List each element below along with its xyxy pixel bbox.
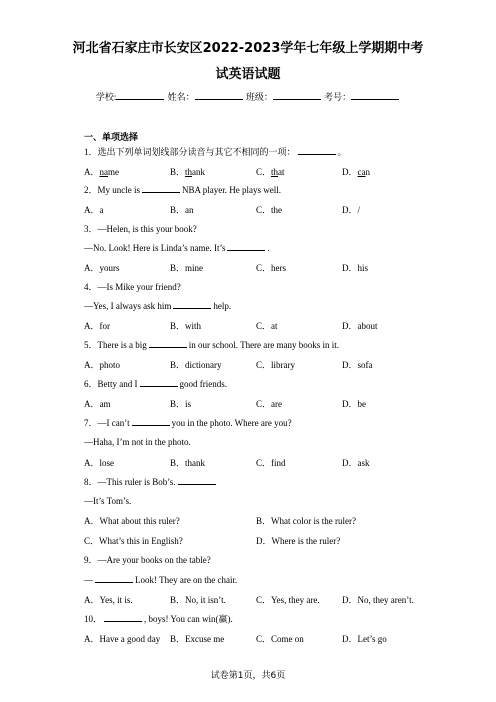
q1-option-d[interactable]: D．can [342, 167, 370, 177]
q4-option-a[interactable]: A．for [84, 321, 110, 331]
q2-option-c[interactable]: C．the [256, 205, 282, 215]
q6-option-c[interactable]: C．are [256, 399, 282, 409]
question-2-stem: 2．My uncle is NBA player. He plays well. [84, 185, 281, 195]
q1-option-b[interactable]: B．thank [170, 167, 206, 177]
answer-blank[interactable] [178, 477, 216, 485]
q10-option-d[interactable]: D．Let’s go [342, 634, 387, 644]
answer-blank[interactable] [173, 301, 211, 309]
question-1-stem: 1．选出下列单词划线部分读音与其它不相同的一项： 。 [84, 147, 347, 157]
school-blank[interactable] [116, 91, 164, 100]
question-10-stem: 10． , boys! You can win(赢). [84, 614, 233, 624]
exam-no-blank[interactable] [351, 91, 399, 100]
name-label: 姓名： [167, 92, 195, 102]
student-info [0, 91, 496, 103]
q7-option-a[interactable]: A．lose [84, 458, 114, 468]
q7-option-c[interactable]: C．find [256, 458, 286, 468]
answer-blank[interactable] [298, 147, 336, 155]
exam-no-label: 考号： [324, 92, 352, 102]
q9-option-b[interactable]: B．No, it isn’t. [170, 595, 226, 605]
question-3-line2: —No. Look! Here is Linda’s name. It’s . [84, 243, 270, 253]
answer-blank[interactable] [227, 243, 265, 251]
name-blank[interactable] [195, 91, 243, 100]
q7-option-b[interactable]: B．thank [170, 458, 205, 468]
q5-option-c[interactable]: C．library [256, 360, 295, 370]
school-label: 学校: [95, 92, 117, 102]
q9-option-d[interactable]: D．No, they aren’t. [342, 595, 414, 605]
q9-option-c[interactable]: C．Yes, they are. [256, 595, 320, 605]
question-7-line1: 7．—I can’t you in the photo. Where are you? [84, 418, 292, 428]
question-3-line1: 3．—Helen, is this your book? [84, 224, 197, 234]
question-8-line1: 8．—This ruler is Bob’s. [84, 476, 218, 488]
answer-blank[interactable] [142, 185, 180, 193]
q9-option-a[interactable]: A．Yes, it is. [84, 595, 133, 605]
q6-option-a[interactable]: A．am [84, 399, 111, 409]
section-title: 一、单项选择 [84, 133, 139, 143]
question-4-line1: 4．—Is Mike your friend? [84, 282, 181, 292]
q6-option-d[interactable]: D．be [342, 399, 366, 409]
q8-option-c[interactable]: C．What’s this in English? [84, 536, 183, 546]
answer-blank[interactable] [104, 614, 142, 622]
q10-option-b[interactable]: B．Excuse me [170, 634, 225, 644]
q10-option-a[interactable]: A．Have a good day [84, 634, 161, 644]
q7-option-d[interactable]: D．ask [342, 458, 370, 468]
q2-option-b[interactable]: B．an [170, 205, 194, 215]
q3-option-c[interactable]: C．hers [256, 263, 286, 273]
q4-option-c[interactable]: C．at [256, 321, 278, 331]
q2-option-a[interactable]: A．a [84, 205, 104, 215]
answer-blank[interactable] [132, 418, 170, 426]
q4-option-d[interactable]: D．about [342, 321, 378, 331]
class-label: 班级： [245, 92, 273, 102]
question-6-stem: 6．Betty and I good friends. [84, 379, 227, 389]
question-7-line2: —Haha, I’m not in the photo. [84, 437, 191, 447]
q5-option-d[interactable]: D．sofa [342, 360, 373, 370]
answer-blank[interactable] [149, 340, 187, 348]
q2-option-d[interactable]: D．/ [342, 205, 361, 215]
q5-option-b[interactable]: B．dictionary [170, 360, 222, 370]
question-9-line2: — Look! They are on the chair. [84, 575, 238, 585]
page-footer: 试卷第1页，共6页 [210, 671, 286, 681]
q4-option-b[interactable]: B．with [170, 321, 202, 331]
page-title-cont: 试英语试题 [215, 67, 281, 82]
class-blank[interactable] [273, 91, 321, 100]
q6-option-b[interactable]: B．is [170, 399, 192, 409]
q3-option-a[interactable]: A．yours [84, 263, 120, 273]
q1-option-c[interactable]: C．that [256, 167, 285, 177]
answer-blank[interactable] [95, 575, 133, 583]
q8-option-a[interactable]: A．What about this ruler? [84, 516, 180, 526]
q5-option-a[interactable]: A．photo [84, 360, 121, 370]
q1-option-a[interactable]: A．name [84, 167, 119, 177]
page-title: 河北省石家庄市长安区2022-2023学年七年级上学期期中考 [72, 41, 424, 56]
q10-option-c[interactable]: C．Come on [256, 634, 304, 644]
question-4-line2: —Yes, I always ask him help. [84, 301, 232, 311]
q3-option-d[interactable]: D．his [342, 263, 369, 273]
question-9-line1: 9．—Are your books on the table? [84, 555, 211, 565]
question-5-stem: 5．There is a big in our school. There are many books in it. [84, 340, 340, 350]
q3-option-b[interactable]: B．mine [170, 263, 203, 273]
q8-option-d[interactable]: D．Where is the ruler? [256, 536, 341, 546]
q8-option-b[interactable]: B．What color is the ruler? [256, 516, 356, 526]
question-8-line2: —It’s Tom’s. [84, 496, 132, 506]
answer-blank[interactable] [140, 379, 178, 387]
